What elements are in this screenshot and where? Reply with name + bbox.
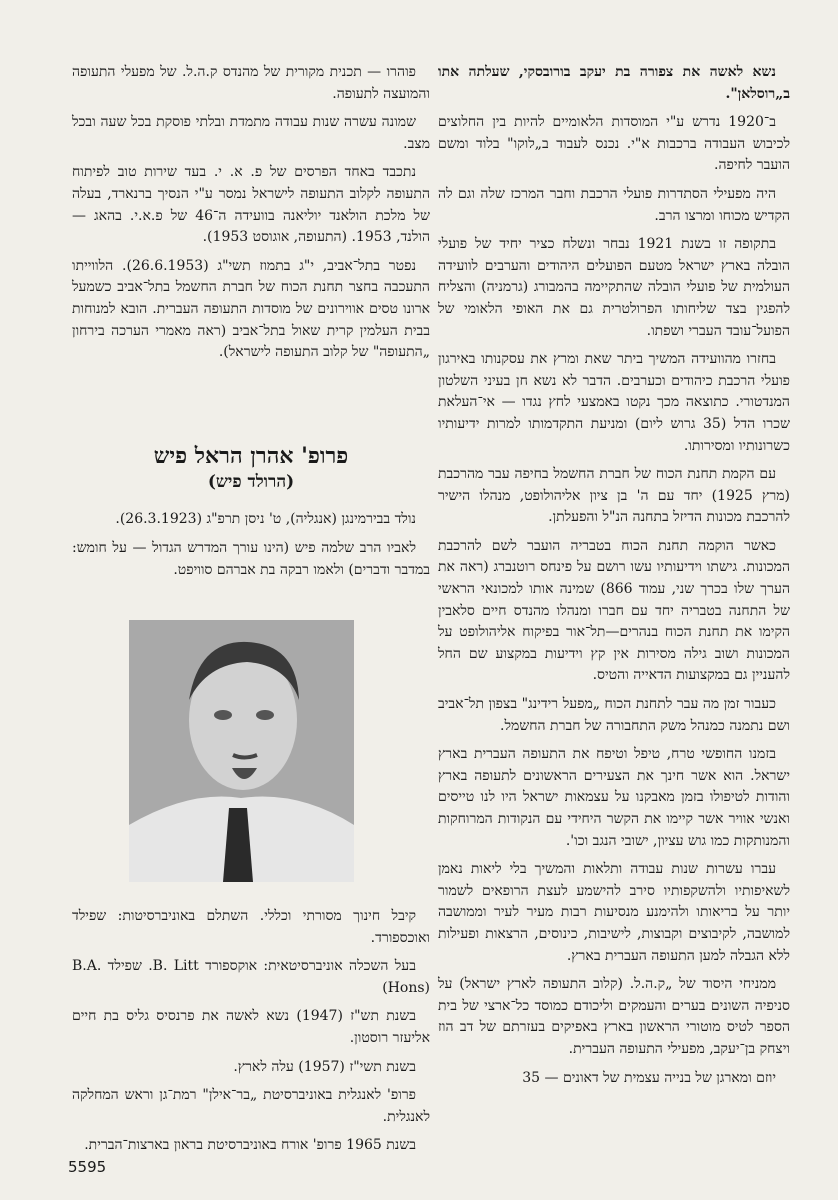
paragraph: כעבור זמן מה עבר לתחנת הכוח „מפעל רידינג" בצפון תל־אביב ושם נתמנה כמנהל משק התחבורה של חברת החשמל. (438, 696, 790, 734)
page-number: 5595 (68, 1158, 107, 1176)
paragraph: קיבל חינוך מסורתי וכללי. השתלם באוניברסיטות: שפילד ואוכספורד. (72, 908, 430, 946)
paragraph: כאשר הוקמה תחנת הכוח בטבריה הועבר לשם להרכבת המכונות. גישתו וידיעותיו עשו רושם על פינחס רוטנברג (ראה את הערך שלו בכרך שני, עמוד 866) שמינה אותו למכונאי הראשי של התחנה בטבריה יחד עם חברו ומנהלו מהנדס חיים סלאבין הקימו את תחנת הכוח בנהרים—תל־אור בפיקוח אליהולופט על המכונות ושוב גילה מסירות אין קץ וידיעות במקצוע שם החל להעניין גם במקצועות הדאייה והטיס. (438, 537, 790, 684)
paragraph: היה מפעילי הסתדרות פועלי הרכבת וחבר המרכז שלה וגם לה הקדיש מכוחו ומרצו הרב. (438, 185, 790, 224)
paragraph: בשנת תש"ז (1947) נשא לאשה את פרנסיס גליס בת חיים אליעזר רוסטון. (72, 1008, 430, 1046)
paragraph: פרופ' לאנגלית באוניברסיטת „בר־אילן" רמת־גן וראש המחלקה לאנגלית. (72, 1087, 430, 1125)
paragraph: בזמנו החופשי טרח, טיפל וטיפח את התעופה העברית בארץ ישראל. הוא אשר חינך את הצעירים הראשונים לתעופה בארץ והודות לטיפולו בזמן מאבקנו על עצמאות ישראל היו לנו טייסים ואנשי אוויר אשר קיימו את הקשר היחידי עם הנקודות המרוחקות והמנותקות כמו גוש עציון, ישובי הנגב וכו'. (438, 746, 790, 849)
paragraph: בשנת תשי"ז (1957) עלה לארץ. (233, 1058, 416, 1075)
entry-heading: פרופ' אהרן הראל פיש (153, 442, 349, 469)
bio-details (72, 906, 430, 1164)
portrait-photo (129, 620, 354, 882)
right-column (438, 62, 790, 1096)
paragraph: ב־1920 נדרש ע"י המוסדות הלאומיים להיות בין החלוצים לכיבוש העבודה ברכבות א"י. נכנס לעבוד ב„לוקו" בלוד ומשם הועבר לחיפה. (438, 114, 790, 174)
paragraph: שמונה עשרה שנות עבודה מתמדת ובלתי פוסקת בכל שעה ובכל מצב. (72, 114, 430, 152)
paragraph: נתכבד באחד הפרסים של פ. א. י. בעד שירות טוב לפיתוח התעופה לקלוב התעופה לישראל נמסר ע"י הנסיך ברנארד, בעלה של מלכת הולאנד יוליאנה בוועידה ה־46 של פ.א.י. בהאג — הולנד, 1953. (התעופה, אוגוסט 1953). (72, 164, 431, 246)
paragraph: ממניחי היסוד של „ק.ה.ל. (קלוב התעופה לארץ ישראל) על סניפיה השונים בערים והעמקים וליכודם כמוסד כל־ארצי של בית הספר לטיס מוטורי הראשון בארץ באפיקים בעזרתם של דב הוז ויצחק בן־יעקב, מפעילי התעופה העברית. (438, 976, 790, 1057)
paragraph: יוזם ומארגן של בנייה עצמית של דאונים — 35 (522, 1069, 776, 1086)
paragraph: עברו עשרות שנות עבודה ותלאות והמשיך בלי ליאות נאמן לשאיפותיו ולהשקפותיו סירב להישמע לעצת הרופאים לשמור יותר על בריאותו ולהימנע מנסיעות רבות מעיר לעיר וממושבה למושבה, לקיבוצים וקבוצות, לישיבות, כינוסים, הרצאות ופעילות ללא הגבלה למען התעופה העברית בארץ. (438, 861, 790, 964)
paragraph: בחזרו מהוועידה המשיך ביתר שאת ומרץ את עסקנותו באירגון פועלי הרכבת כיהודים וכערבים. הדבר לא נשא חן בעיני השלטון המנדטורי. כתוצאה מכך נקטו באמצעי לחץ נגדו — אי־העלאת שכרו הדל (35 גרוש ליום) ומניעת התקדמותו למרות ידיעותיו כשרונותיו ומסירותו. (438, 351, 790, 454)
paragraph: בתקופה זו בשנת 1921 נבחר ונשלח כציר יחיד של פועלי הובלה בארץ ישראל מטעם הפועלים היהודים והערבים לוועידה העולמית של פועלי הובלה שהתקיימה בהמבורג (גרמניה) והצליח להפגין בצד שליחותו הפרולטרית גם את האופי הלאומי של הפועל־עובד העברי ושפתו. (438, 236, 790, 339)
portrait-image (129, 620, 354, 882)
paragraph: לאביו הרב שלמה פיש (הינו עורך המדרש הגדול — על חומש: במדבר ודברים) ולאמו רבקה בת אברהם סוויפט. (72, 539, 430, 578)
entry-subheading: (הרולד פיש) (207, 471, 295, 492)
left-column (72, 62, 430, 588)
paragraph: פוהרו — תכנית מקורית של מהנדס ק.ה.ל. של מפעלי התעופה והמועצה לתעופה. (72, 64, 430, 102)
paragraph: נפטר בתל־אביב, י"ג בתמוז תשי"ג (26.6.1953). הלווייתו התעכבה בחצר תחנת הכוח של חברת החשמל בתל־אביב כשמעל ארונו טסים אווירונים של מוסדות התעופה העברית. הובא למנוחות בבית העלמין קרית שאול בתל־אביב (ראה מאמרי הערכה בירחון „התעופה" של קלוב התעופה לישראל). (72, 257, 430, 361)
paragraph: בעל השכלה אוניברסיטאית: אוקספורד B. Litt. שפילד B.A. (Hons) (72, 958, 430, 996)
paragraph: עם הקמת תחנת הכוח של חברת החשמל בחיפה עבר מהרכבת (מרץ 1925) יחד עם ה' בן ציון אליהולופט, מנהלו הישיר להרכבת מכונות הדיזל בתחנה הנ"ל והפעלתן. (438, 466, 790, 526)
paragraph: נולד בבירמינגן (אנגליה), ט' ניסן תרפ"ג (26.3.1923). (115, 511, 416, 528)
paragraph: נשא לאשה את צפורה בת יעקב בורובסקי, שעלתה אתו ב„רוסלאן". (438, 64, 790, 102)
paragraph: בשנת 1965 פרופ' אורח באוניברסיטת בראון בארצות־הברית. (84, 1137, 416, 1154)
